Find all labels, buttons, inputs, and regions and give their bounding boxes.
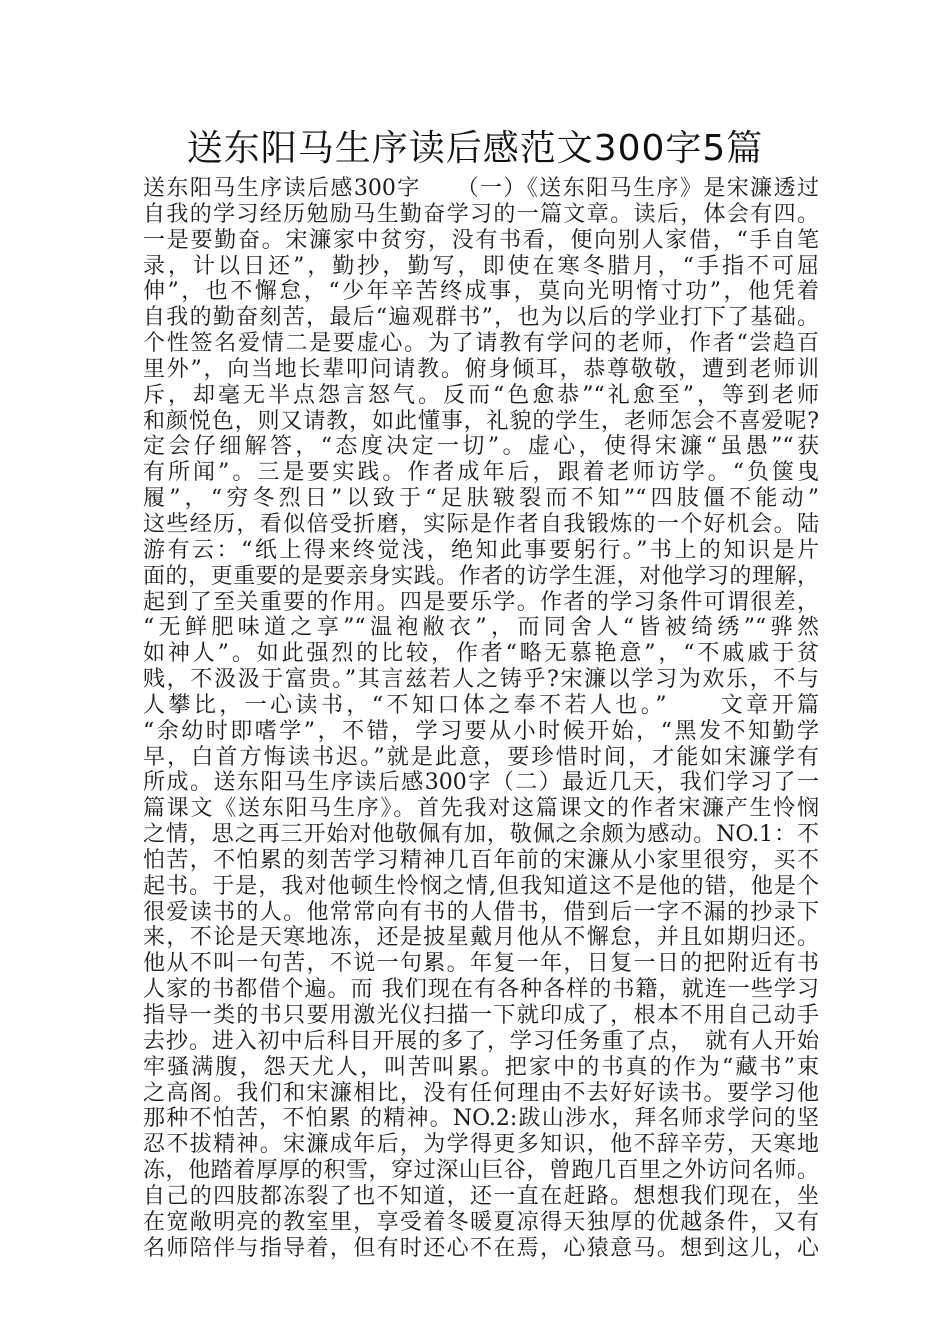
body-text-line: 送东阳马生序读后感300字 （一）《送东阳马生序》是宋濂透过 (143, 176, 819, 201)
body-text-line: 自我的勤奋刻苦，最后“遍观群书”，也为以后的学业打下了基础。 (143, 305, 819, 331)
body-text-line: 有所闻”。三是要实践。作者成年后，跟着老师访学。“负箧曳 (143, 460, 819, 486)
body-text-line: 名师陪伴与指导着，但有时还心不在焉，心猿意马。想到这儿，心 (143, 1235, 819, 1261)
body-text-line: 之情，思之再三开始对他敬佩有加，敬佩之余颇为感动。NO.1：不 (143, 822, 819, 848)
body-text-line: 之高阁。我们和宋濂相比，没有任何理由不去好好读书。要学习他 (143, 1080, 819, 1106)
body-text-line: 指导一类的书只要用激光仪扫描一下就印成了，根本不用自己动手 (143, 1003, 819, 1028)
body-text-line: 履”，“穷冬烈日”以致于“足肤皲裂而不知”“四肢僵不能动” (143, 486, 819, 512)
body-text-line: 游有云：“纸上得来终觉浅，绝知此事要躬行。”书上的知识是片 (143, 537, 819, 563)
body-text-line: 贱，不汲汲于富贵。”其言兹若人之铸乎?宋濂以学习为欢乐，不与 (143, 667, 819, 693)
body-text-line: 他从不叫一句苦，不说一句累。年复一年，日复一日的把附近有书 (143, 951, 819, 977)
body-text-line: 牢骚满腹，怨天尤人，叫苦叫累。把家中的书真的作为“藏书”束 (143, 1054, 819, 1080)
body-text-line: 很爱读书的人。他常常向有书的人借书，借到后一字不漏的抄录下 (143, 899, 819, 925)
body-text-line: 在宽敞明亮的教室里，享受着冬暖夏凉得天独厚的优越条件，又有 (143, 1209, 819, 1235)
body-text-line: 这些经历，看似倍受折磨，实际是作者自我锻炼的一个好机会。陆 (143, 511, 819, 537)
body-text-line: 面的，更重要的是要亲身实践。作者的访学生涯，对他学习的理解， (143, 563, 819, 589)
body-text-line: 早，白首方悔读书迟。”就是此意，要珍惜时间，才能如宋濂学有 (143, 744, 819, 770)
body-text-line: 斥，却毫无半点怨言怒气。反而“色愈恭”“礼愈至”，等到老师 (143, 382, 819, 408)
body-text-line: 来，不论是天寒地冻，还是披星戴月他从不懈怠，并且如期归还。 (143, 925, 819, 951)
body-text-line: “无鲜肥味道之享”“温袍敝衣”，而同舍人“皆被绮绣”“骅然 (143, 615, 819, 641)
body-text-line: 篇课文《送东阳马生序》。首先我对这篇课文的作者宋濂产生怜悯 (143, 796, 819, 822)
body-text-line: 一是要勤奋。宋濂家中贫穷，没有书看，便向别人家借，“手自笔 (143, 227, 819, 253)
body-text-line: 忍不拔精神。宋濂成年后，为学得更多知识，他不辞辛劳，天寒地 (143, 1132, 819, 1158)
body-text-line: 起书。于是，我对他顿生怜悯之情,但我知道这不是他的错，他是个 (143, 873, 819, 899)
body-text-line: 去抄。进入初中后科目开展的多了，学习任务重了点， 就有人开始 (143, 1028, 819, 1054)
body-text-line: 如神人”。如此强烈的比较，作者“略无慕艳意”，“不戚戚于贫 (143, 641, 819, 667)
body-text-line: 录，计以日还”，勤抄，勤写，即使在寒冬腊月，“手指不可屈 (143, 253, 819, 279)
body-text-line: 怕苦，不怕累的刻苦学习精神几百年前的宋濂从小家里很穷，买不 (143, 847, 819, 873)
body-text-line: 自我的学习经历勉励马生勤奋学习的一篇文章。读后，体会有四。 (143, 201, 819, 227)
body-text-line: 自己的四肢都冻裂了也不知道，还一直在赶路。想想我们现在，坐 (143, 1183, 819, 1209)
body-text-line: 人家的书都借个遍。而 我们现在有各种各样的书籍，就连一些学习 (143, 977, 819, 1003)
body-text-line: 伸”，也不懈怠，“少年辛苦终成事，莫向光明惰寸功”，他凭着 (143, 279, 819, 305)
body-text-line: 里外”，向当地长辈叩问请教。俯身倾耳，恭尊敬敬，遭到老师训 (143, 356, 819, 382)
body-text-line: 定会仔细解答，“态度决定一切”。虚心，使得宋濂“虽愚”“获 (143, 434, 819, 460)
document-title: 送东阳马生序读后感范文300字5篇 (186, 128, 764, 169)
body-text-line: 和颜悦色，则又请教，如此懂事，礼貌的学生，老师怎会不喜爱呢? (143, 408, 819, 434)
body-text-line: 那种不怕苦，不怕累 的精神。NO.2:跋山涉水，拜名师求学问的坚 (143, 1106, 819, 1132)
body-text-line: 个性签名爱情二是要虚心。为了请教有学问的老师，作者“尝趋百 (143, 331, 819, 357)
body-text-line: 所成。送东阳马生序读后感300字（二）最近几天，我们学习了一 (143, 770, 819, 796)
body-text-line: 冻，他踏着厚厚的积雪，穿过深山巨谷，曾跑几百里之外访问名师。 (143, 1158, 819, 1184)
body-text-line: 起到了至关重要的作用。四是要乐学。作者的学习条件可谓很差， (143, 589, 819, 615)
body-text-line: 人攀比，一心读书，“不知口体之奉不若人也。” 文章开篇 (143, 692, 819, 718)
body-text-line: “余幼时即嗜学”，不错，学习要从小时候开始，“黑发不知勤学 (143, 718, 819, 744)
document-body (143, 176, 819, 1261)
